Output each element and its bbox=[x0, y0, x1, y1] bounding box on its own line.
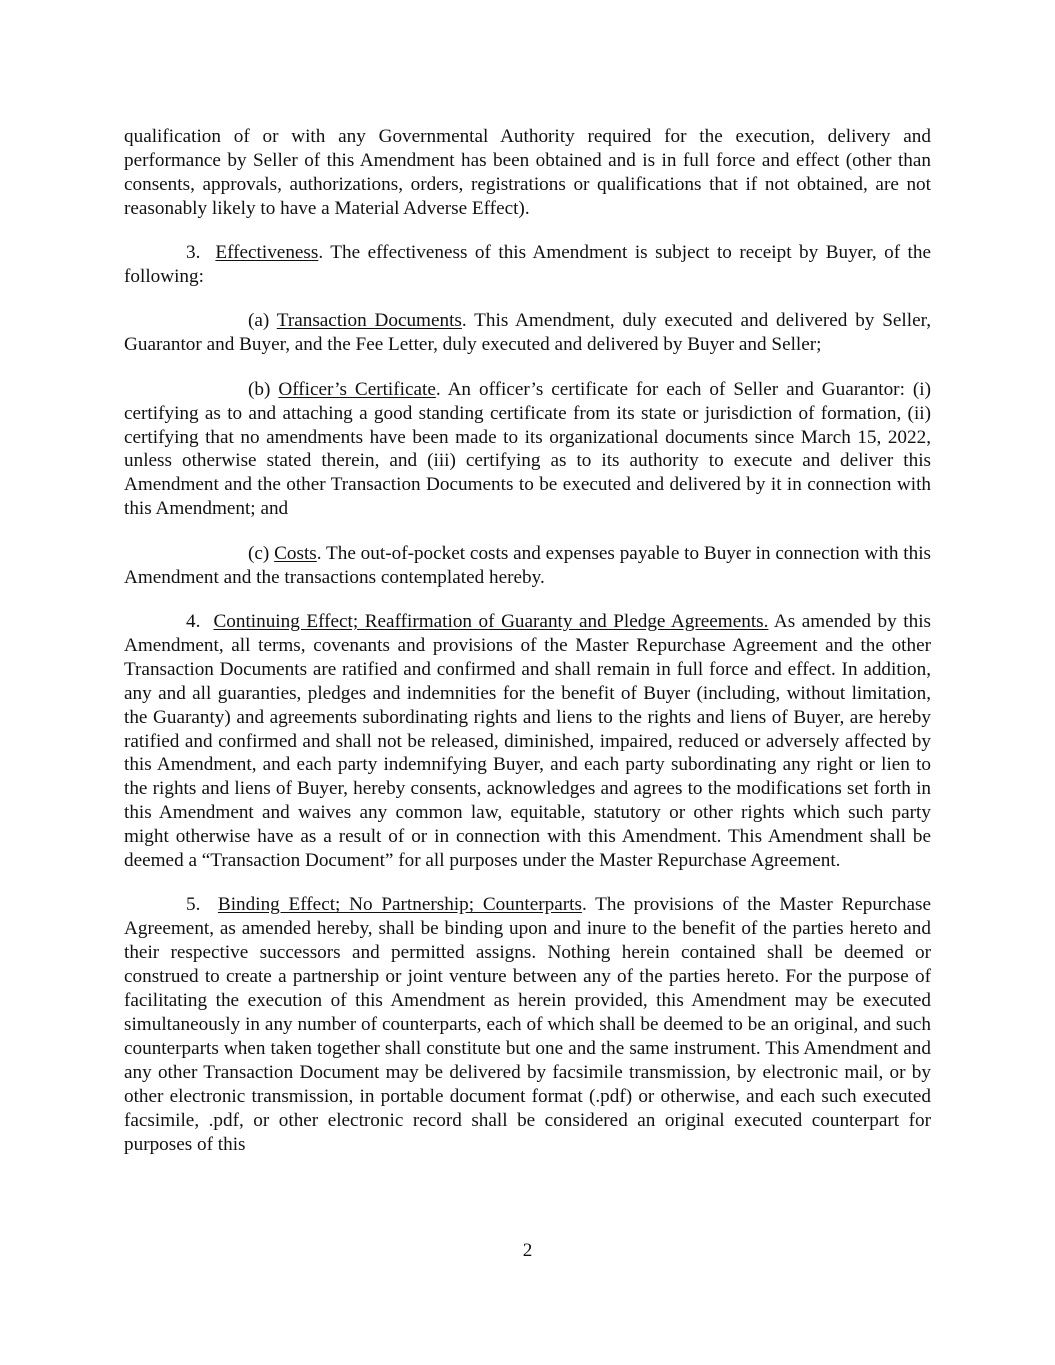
section-3a-transaction-documents bbox=[124, 309, 931, 357]
section-3b-officers-certificate bbox=[124, 378, 931, 521]
section-4-continuing-effect bbox=[124, 610, 931, 873]
document-page bbox=[124, 125, 931, 1177]
section-5-text: . The provisions of the Master Repurchase Agreement, as amended hereby, shall be binding upon and inure to the benefit of the parties hereto and their respective successors and permitted assigns. Nothing herein contained shall be deemed or construed to create a partnership or joint venture between any of the parties hereto. For the purpose of facilitating the execution of this Amendment as herein provided, this Amendment may be executed simultaneously in any number of counterparts, each of which shall be deemed to be an original, and such counterparts when taken together shall constitute but one and the same instrument. This Amendment and any other Transaction Document may be delivered by facsimile transmission, by electronic mail, or by other electronic transmission, in portable document format (.pdf) or otherwise, and each such executed facsimile, .pdf, or other electronic record shall be considered an original executed counterpart for purposes of this bbox=[124, 894, 931, 1155]
section-3c-costs bbox=[124, 542, 931, 590]
section-3-heading: Effectiveness bbox=[215, 242, 319, 264]
section-3a-label: (a) bbox=[248, 310, 270, 332]
section-3a-heading: Transaction Documents bbox=[276, 310, 462, 332]
section-3c-heading: Costs bbox=[274, 542, 317, 564]
section-3-number: 3. bbox=[186, 242, 201, 264]
section-3b-label: (b) bbox=[248, 378, 271, 400]
section-3b-text: . An officer’s certificate for each of Seller and Guarantor: (i) certifying as to and attaching a good standing certificate from its state or jurisdiction of formation, (ii) certifying that no amendments have been made to its organizational documents since March 15, 2022, unless otherwise stated therein, and (iii) certifying as to its authority to execute and deliver this Amendment and the other Transaction Documents to be executed and delivered by it in connection with this Amendment; and bbox=[124, 378, 931, 520]
section-5-number: 5. bbox=[186, 894, 201, 916]
section-3a-text: . This Amendment, duly executed and delivered by Seller, Guarantor and Buyer, and the Fee Letter, duly executed and delivered by Buyer and Seller; bbox=[124, 310, 932, 356]
page-number: 2 bbox=[522, 1240, 533, 1261]
section-3b-heading: Officer’s Certificate bbox=[278, 378, 436, 400]
section-4-heading: Continuing Effect; Reaffirmation of Guaranty and Pledge Agreements. bbox=[213, 611, 769, 632]
section-3-text: . The effectiveness of this Amendment is subject to receipt by Buyer, of the following: bbox=[124, 242, 932, 288]
section-4-number: 4. bbox=[186, 611, 201, 632]
section-5-heading: Binding Effect; No Partnership; Counterparts bbox=[217, 894, 582, 916]
section-4-text: As amended by this Amendment, all terms, covenants and provisions of the Master Repurchase Agreement and the other Transaction Documents are ratified and confirmed and shall remain in full force and effect. In addition, any and all guaranties, pledges and indemnities for the benefit of Buyer (including, without limitation, the Guaranty) and agreements subordinating rights and liens to the rights and liens of Buyer, are hereby ratified and confirmed and shall not be released, diminished, impaired, reduced or adversely affected by this Amendment, and each party indemnifying Buyer, and each party subordinating any right or lien to the rights and liens of Buyer, hereby consents, acknowledges and agrees to the modifications set forth in this Amendment and waives any common law, equitable, statutory or other rights which such party might otherwise have as a result of or in connection with this Amendment. This Amendment shall be deemed a “Transaction Document” for all purposes under the Master Repurchase Agreement. bbox=[124, 611, 932, 872]
section-3c-text: . The out-of-pocket costs and expenses payable to Buyer in connection with this Amendment and the transactions contemplated hereby. bbox=[124, 542, 931, 588]
section-5-binding-effect bbox=[124, 893, 931, 1156]
continuation-paragraph: qualification of or with any Governmental Authority required for the execution, delivery and performance by Seller of this Amendment has been obtained and is in full force and effect (other than consents, approvals, authorizations, orders, registrations or qualifications that if not obtained, are not reasonably likely to have a Material Adverse Effect). bbox=[124, 126, 931, 219]
section-3-effectiveness bbox=[124, 241, 931, 289]
section-3c-label: (c) bbox=[248, 542, 270, 564]
